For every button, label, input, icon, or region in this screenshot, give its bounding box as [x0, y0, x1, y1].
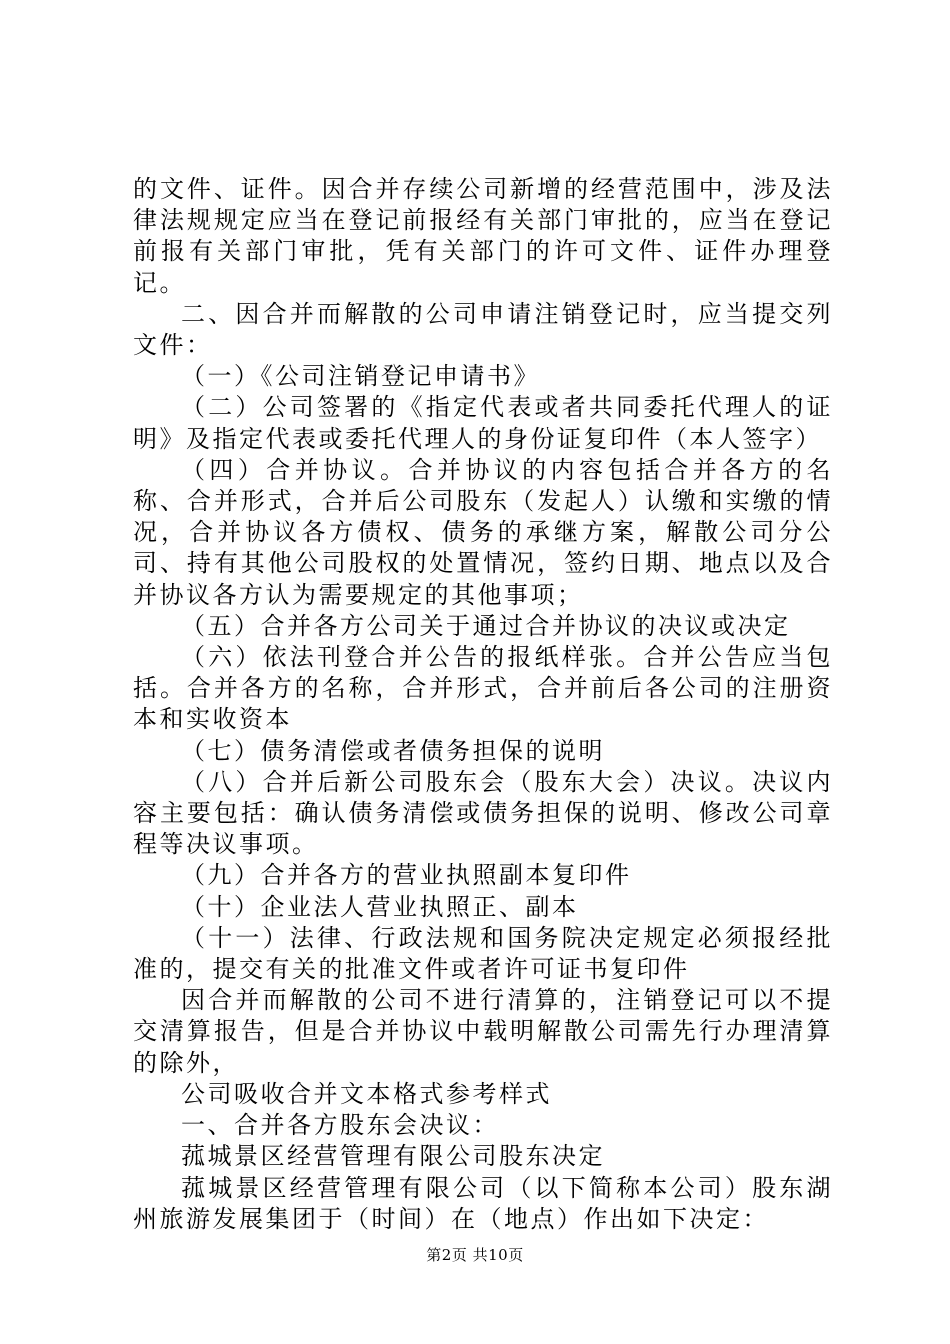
list-item-11: （十一）法律、行政法规和国务院决定规定必须报经批准的，提交有关的批准文件或者许可证书复印件	[133, 923, 833, 984]
list-item-9: （九）合并各方的营业执照副本复印件	[181, 861, 632, 890]
paragraph-section-one: 一、合并各方股东会决议：	[181, 1111, 499, 1140]
paragraph-decision-body: 菰城景区经营管理有限公司（以下简称本公司）股东湖州旅游发展集团于（时间）在（地点）作出如下决定：	[133, 1173, 833, 1233]
paragraph-decision-title: 菰城景区经营管理有限公司股东决定	[181, 1142, 605, 1171]
list-item-10: （十）企业法人营业执照正、副本	[181, 892, 579, 921]
list-item-7: （七）债务清偿或者债务担保的说明	[181, 736, 605, 765]
list-item-5: （五）合并各方公司关于通过合并协议的决议或决定	[181, 611, 791, 640]
paragraph-continuation: 的文件、证件。因合并存续公司新增的经营范围中，涉及法律法规规定应当在登记前报经有关部门审批的，应当在登记前报有关部门审批，凭有关部门的许可文件、证件办理登记。	[133, 175, 833, 297]
list-item-1: （一）《公司注销登记申请书》	[181, 362, 540, 391]
paragraph-no-liquidation: 因合并而解散的公司不进行清算的，注销登记可以不提交清算报告，但是合并协议中载明解散公司需先行办理清算的除外，	[133, 986, 833, 1077]
paragraph-template-heading: 公司吸收合并文本格式参考样式	[181, 1079, 552, 1108]
list-item-6: （六）依法刊登合并公告的报纸样张。合并公告应当包括。合并各方的名称，合并形式，合并前后各公司的注册资本和实收资本	[133, 643, 833, 734]
list-item-8: （八）合并后新公司股东会（股东大会）决议。决议内容主要包括：确认债务清偿或债务担保的说明、修改公司章程等决议事项。	[133, 767, 833, 859]
list-item-2: （二）公司签署的《指定代表或者共同委托代理人的证明》及指定代表或委托代理人的身份证复印件（本人签字）	[133, 393, 833, 453]
list-item-4: （四）合并协议。合并协议的内容包括合并各方的名称、合并形式，合并后公司股东（发起人）认缴和实缴的情况，合并协议各方债权、债务的承继方案，解散公司分公司、持有其他公司股权的处置情况，签约日期、地点以及合并协议各方认为需要规定的其他事项；	[133, 455, 833, 609]
page-footer: 第2页 共10页	[426, 1246, 524, 1264]
document-body	[133, 174, 833, 1235]
paragraph-section-two: 二、因合并而解散的公司申请注销登记时，应当提交列文件：	[133, 299, 833, 360]
